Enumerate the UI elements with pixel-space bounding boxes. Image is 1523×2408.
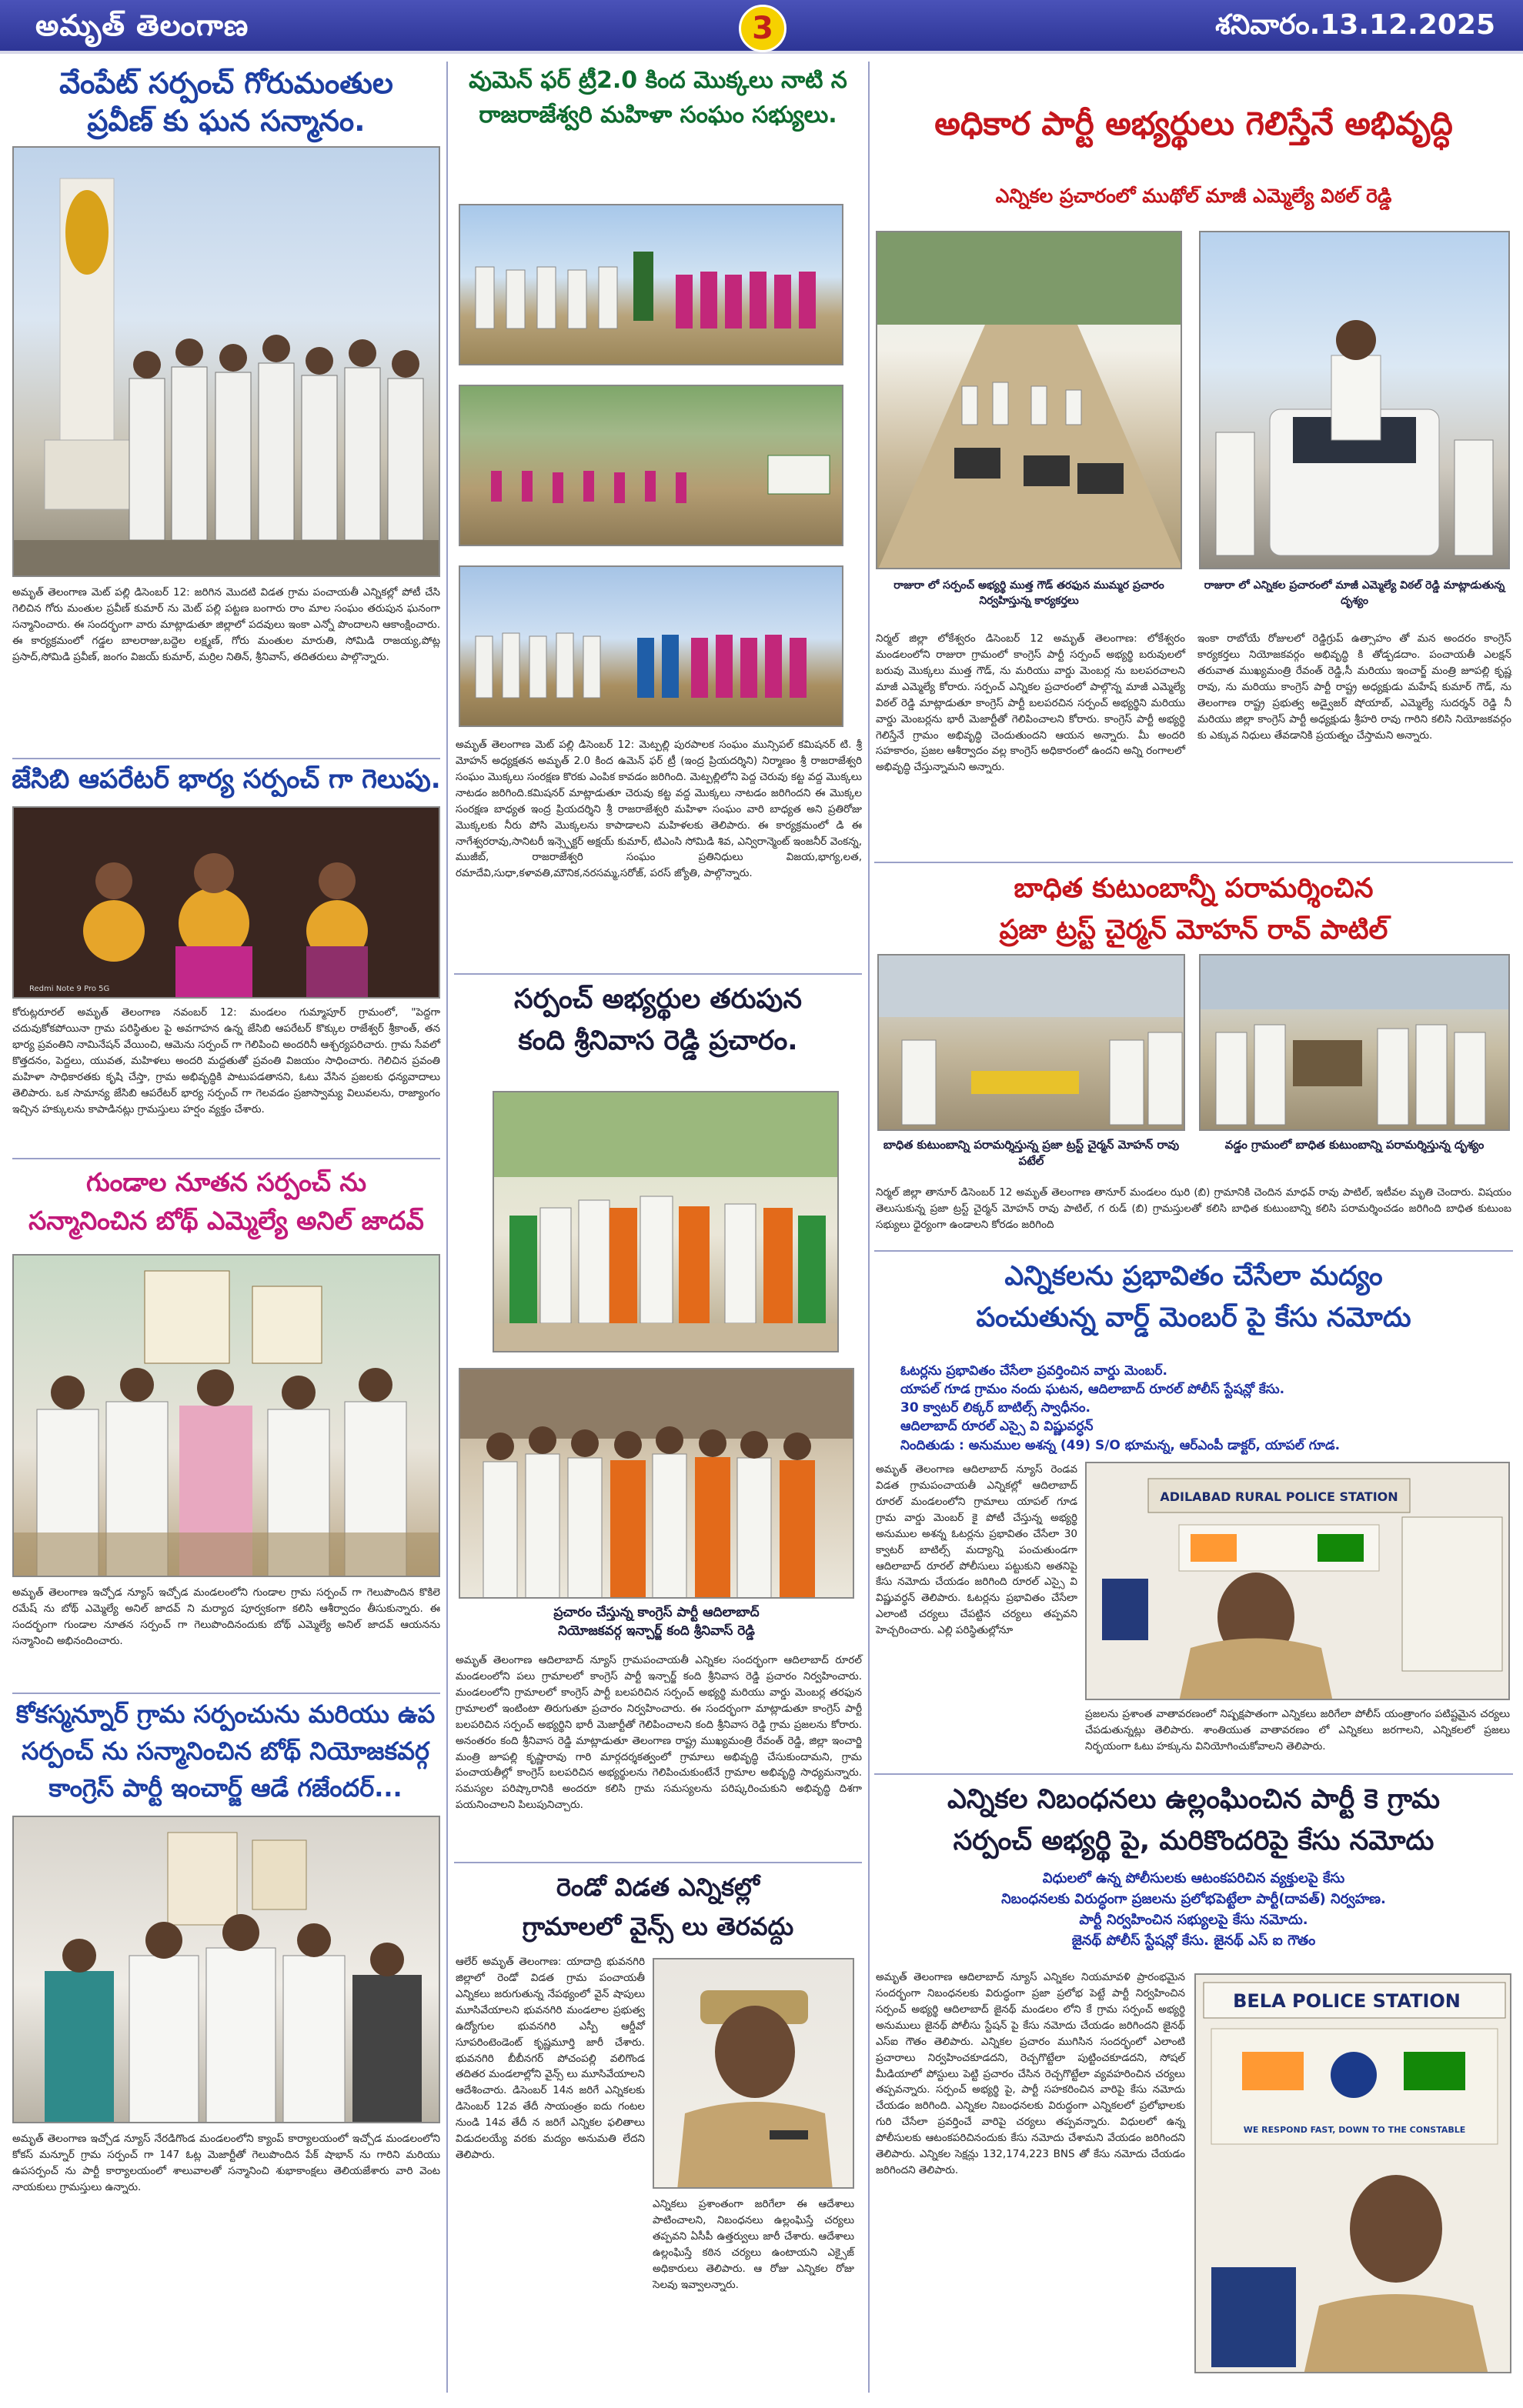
photo-illustration <box>494 1092 839 1352</box>
headline: అధికార పార్టీ అభ్యర్థులు గెలిస్తేనే అభివృద్ధి <box>934 105 1453 142</box>
story-body-right: ఎన్నికలు ప్రశాంతంగా జరిగేలా ఈ ఆదేశాలు పాటించాలని, నిబంధనలు ఉల్లంఘిస్తే చర్యలు తప్పవని ఏసీపీ ఉత్తర్వులు జారీ చేశారు. ఆదేశాలు ఉల్లంఘిస్తే కఠిన చర్యలు ఉంటాయని ఎక్సైజ్ అధికారులు తెలిపారు. ఆ రోజు ఎన్నికల రోజు సెలవు ఇవ్వాలన్నారు. <box>653 2198 854 2291</box>
story-body-right: ఇంకా రాబోయే రోజులలో రెడ్డిగ్రుప్ ఉత్సాహం తో మన అందరం కాంగ్రెస్ కార్యకర్తలు నియోజకవర్గం అభివృద్ధి కి తోడ్పడదాం. పంచాయతీ ఎలక్షన్ తరువాత ముఖ్యమంత్రి రేవంత్ రెడ్డి,సీ మరియు ఇంచార్జ్ మంత్రి జూపల్లి కృష్ణ రావు, ను మరియు కాంగ్రెస్ పార్టీ రాష్ట్ర అధ్యక్షుడు మహేష్ కుమార్ గౌడ్, ను తెలంగాణ రాష్ట్ర ప్రభుత్వ అడ్వైజర్ షోయాబ్, ఎమ్మెల్యే సుదర్శన్ రెడ్డి నీ మరియు జిల్లా కాంగ్రెస్ పార్టీ అధ్యక్షుడు శ్రీహరి రావు గారిని కలిసి నియోజకవర్గం కు ఎక్కువ నిధులు తేవడానికి ప్రయత్నం చేస్తామని అన్నారు. <box>1197 632 1511 742</box>
photo-felicitation <box>12 146 440 577</box>
story-body: నిర్మల్ జిల్లా తానూర్ డిసెంబర్ 12 అమృత్ తెలంగాణ తానూర్ మండలం ఝరి (బి) గ్రామానికి చెందిన మాధవ్ రావు పాటిల్, ఇటీవల మృతి చెందారు. విషయం తెలుసుకున్న ప్రజా ట్రస్ట్ చైర్మన్ మోహన్ రావు పాటిల్, గ రుడ్ (బి) గ్రామస్తులతో కలిసి బాధిత కుటుంబాన్ని కలిసి పరామర్శించడం జరిగింది బాధిత కుటుంబ సభ్యులు ధైర్యంగా ఉండాలని కోరడం జరిగింది <box>876 1186 1511 1231</box>
photo-caption-left: బాధిత కుటుంబాన్ని పరామర్శిస్తున్న ప్రజా ట్రస్ట్ చైర్మన్ మోహన్ రావు పటేల్ <box>883 1138 1180 1168</box>
photo-visit-2 <box>1199 954 1510 1131</box>
headline: రెండో విడత ఎన్నికల్లో గ్రామాలలో వైన్స్ లు తెరవద్దు <box>522 1873 794 1942</box>
rule <box>12 1693 440 1694</box>
rule <box>12 1158 440 1159</box>
headline: గుండాల నూతన సర్పంచ్ ను సన్మానించిన బోథ్ ఎమ్మెల్యే అనిల్ జాదవ్ <box>28 1167 424 1236</box>
photo-illustration <box>654 1959 854 2189</box>
photo-visit-1 <box>877 954 1185 1131</box>
photo-illustration <box>460 1369 854 1599</box>
rule <box>454 1862 862 1863</box>
story-body-top: అమృత్ తెలంగాణ ఆదిలాబాద్ న్యూస్ రెండవ విడత గ్రామపంచాయతీ ఎన్నికల్లో ఆదిలాబాద్ రూరల్ మండలంలోని గ్రామాలు యాపల్ గూడ గ్రామ వార్డు మెంబర్ కై పోటీ చేస్తున్న అభ్యర్థి అనుముల అశన్న ఓటర్లను ప్రభావితం చేసేలా 30 క్వాటర్ బాటిల్స్ మద్యాన్ని పంచుతుండగా ఆదిలాబాద్ రూరల్ పోలీసులు పట్టుకుని అతనిపై కేసు నమోదు చేయడం జరిగింది రూరల్ ఎస్సై వి విష్ణువర్ధన్ తెలిపారు. ఓటర్లను ప్రభావితం చేసేలా ఎలాంటి చర్యలు చేపట్టిన చర్యలు తప్పవని హెచ్చరించారు. ఎల్లి పరిస్థితుల్లోనూ <box>876 1463 1077 1637</box>
photo-police-station <box>1085 1462 1510 1700</box>
station-motto: WE RESPOND FAST, DOWN TO THE CONSTABLE <box>1243 2125 1466 2135</box>
photo-campaign-1 <box>493 1091 839 1352</box>
key-point: జైనథ్ పోలీస్ స్టేషన్లో కేసు. జైనథ్ ఎస్ ఐ గౌతం <box>1071 1933 1316 1949</box>
station-sign: BELA POLICE STATION <box>1233 1990 1461 2012</box>
story-body-left: నిర్మల్ జిల్లా లోకేశ్వరం డిసెంబర్ 12 అమృత్ తెలంగాణ: లోకేశ్వరం మండలంలోని రాజురా గ్రామంలో కాంగ్రెస్ పార్టీ సర్పంచ్ అభ్యర్థి బరువులలో బరువు మొక్కలు ముత్త గౌడ్, ను మరియు వార్డు మెంబర్ల ను బలపరచాలని మాజీ ఎమ్మెల్యే కోరారు. సర్పంచ్ ఎన్నికల ప్రచారంలో పాల్గొన్న మాజీ ఎమ్మెల్యే విఠల్ రెడ్డి మాట్లాడుతూ కాంగ్రెస్ పార్టీ బలపరచిన సర్పంచ్ అభ్యర్థిని మరియు వార్డు మెంబర్లను భారీ మెజార్టీతో గెలిపించాలని కోరారు. కాంగ్రెస్ పార్టీ అభ్యర్థి గెలిస్తేనే గ్రామం అభివృద్ధి చెందుతుందని ఆయన అన్నారు. మీ అందరి సహకారం, ప్రజల ఆశీర్వాదం వల్ల కాంగ్రెస్ అధికారంలో ఉందని అన్ని రంగాలలో అభివృద్ధి చేస్తున్నామని అన్నారు. <box>876 632 1185 774</box>
photo-winner <box>12 806 440 999</box>
paper-name: అమృత్ తెలంగాణ <box>35 8 249 42</box>
key-point: నిందితుడు : అనుముల అశన్న (49) S/O భూమన్న, ఆర్ఎంపీ డాక్టర్, యాపల్ గూడ. <box>900 1437 1341 1453</box>
key-point: పార్టీ నిర్వహించిన సభ్యులపై కేసు నమోదు. <box>1079 1912 1308 1928</box>
photo-illustration <box>460 205 843 365</box>
photo-illustration <box>14 1817 440 2123</box>
key-point: 30 క్వాటర్ లిక్కర్ బాటిల్స్ స్వాధీనం. <box>900 1400 1090 1416</box>
headline: కోకస్మన్నూర్ గ్రామ సర్పంచును మరియు ఉప సర్పంచ్ ను సన్మానించిన బోథ్ నియోజకవర్గ కాంగ్రెస్ పార్టీ ఇంచార్జ్ ఆడే గజేందర్... <box>15 1699 436 1803</box>
key-point: ఓటర్లను ప్రభావితం చేసేలా ప్రవర్తించిన వార్డు మెంబర్. <box>900 1363 1167 1379</box>
photo-caption-right: వడ్డం గ్రామంలో బాధిత కుటుంబాన్ని పరామర్శిస్తున్న దృశ్యం <box>1224 1138 1485 1152</box>
masthead-bar <box>0 0 1523 54</box>
column-divider <box>446 62 448 2393</box>
rule <box>12 758 440 759</box>
photo-bela-station <box>1194 1973 1511 2373</box>
key-points <box>874 1868 1513 1951</box>
key-point: యాపల్ గూడ గ్రామం నందు ఘటన, ఆదిలాబాద్ రూరల్ పోలీస్ స్టేషన్లో కేసు. <box>900 1382 1285 1398</box>
photo-illustration <box>1201 956 1510 1131</box>
story-body: అమృత్ తెలంగాణ మెట్ పల్లి డిసెంబర్ 12: మెట్పల్లి పురపాలక సంఘం మున్సిపల్ కమిషనర్ టి. శ్రీ మోహన్ అధ్యక్షతన అమృత్ 2.0 కింద ఉమెన్ ఫర్ ట్రీ (ఇంద్ర ప్రియదర్శిని) నిర్మాణం శ్రీ రాజరాజేశ్వరి సంఘం మొక్కలు సంరక్షణ కొరకు ఎంపిక కావడం జరిగింది. మెట్పల్లిలోని పెద్ద చెరువు కట్ట వద్ద మొక్కలు నాటడం జరిగింది.కమిషనర్ మాట్లాడుతూ చెరువు కట్ట వద్ద మొక్కలు నాటడం జరిగిందని ఈ మొక్కల సంరక్షణ బాధ్యత ఇంద్ర ప్రియదర్శిని శ్రీ రాజరాజేశ్వరి మహిళా సంఘం వారి బాధ్యత అని ప్రతిరోజు మొక్కలకు నీరు పోసి మొక్కలను కాపాడాలని మహిళలకు తెలిపారు. ఈ కార్యక్రమంలో డి ఈ నాగేశ్వరరావు,సానిటరీ ఇన్స్పెక్టర్ అక్షయ్ కుమార్, టిఎంసి సోమిడి శివ, ఎన్విరాన్మెంట్ ఇంజనీర్ వెంకన్న, ముజీబ్, రాజరాజేశ్వరి సంఘం ప్రతినిధులు విజయ,భాగ్య,లత, రమాదేవి,సుధా,కళావతి,మౌనిక,నరసమ్మ,సరోజ్, పరస్ జ్యోతి, పాల్గొన్నారు. <box>456 739 862 880</box>
story-body: అమృత్ తెలంగాణ ఇచ్చోడ న్యూస్ ఇచ్చోడ మండలంలోని గుండాల గ్రామ సర్పంచ్ గా గెలుపొందిన కొకిలె రమేష్ ను బోథ్ ఎమ్మెల్యే అనిల్ జాదవ్ ని మర్యాద పూర్వకంగా కలిసి ఆశీర్వాదం తీసుకున్నారు. ఈ సందర్భంగా గుండాల నూతన సర్పంచ్ గా గెలుపొందినందుకు బోథ్ ఎమ్మెల్యే అనిల్ జాదవ్ ఆయనను సన్మానించి అభినందించారు. <box>12 1586 440 1647</box>
story-body: అమృత్ తెలంగాణ ఆదిలాబాద్ న్యూస్ గ్రామపంచాయతీ ఎన్నికల సందర్భంగా ఆదిలాబాద్ రూరల్ మండలంలోని పలు గ్రామాలలో కాంగ్రెస్ పార్టీ ఇన్చార్జ్ కంది శ్రీనివాస రెడ్డి ప్రచారం నిర్వహించారు. మండలంలోని గ్రామాలలో కాంగ్రెస్ పార్టీ బలపరిచిన సర్పంచ్ అభ్యర్థి మరియు వార్డు మెంబర్ల తరఫున గ్రామాలలో ఇంటింటా తిరుగుతూ ప్రచారం నిర్వహించారు. ఈ సందర్భంగా మాట్లాడుతూ కాంగ్రెస్ పార్టీ బలపరిచిన సర్పంచ్ అభ్యర్థిని భారీ మెజార్టీతో గెలిపించాలని కంది శ్రీనివాస రెడ్డి గ్రామ ప్రజలను కోరారు. అనంతరం కంది శ్రీనివాస రెడ్డి మాట్లాడుతూ తెలంగాణ రాష్ట్ర ముఖ్యమంత్రి రేవంత్ రెడ్డి, జిల్లా ఇంచార్జి మంత్రి జూపల్లి కృష్ణారావు గారి మార్గదర్శకత్వంలో గ్రామాలు అభివృద్ధి చేసుకుందామని, గ్రామ పంచాయతీల్లో కాంగ్రెస్ బలపరిచిన అభ్యర్థులను గెలిపించుకుంటేనే గ్రామాల అభివృద్ధి సాధ్యమన్నారు. సమస్యల పరిష్కారానికి అందరూ కలిసి గ్రామ సమస్యలను పరిష్కరించుకుని అభివృద్ధి దిశగా పయనించాలని పిలుపునిచ్చారు. <box>456 1654 862 1812</box>
subheadline: ఎన్నికల ప్రచారంలో ముథోల్ మాజీ ఎమ్మెల్యే విఠల్ రెడ్డి <box>995 185 1392 207</box>
headline: ఎన్నికల నిబంధనలు ఉల్లంఘించిన పార్టీ కె గ్రామ సర్పంచ్ అభ్యర్థి పై, మరికొందరిపై కేసు నమోదు <box>947 1784 1441 1857</box>
photo-plantation-1 <box>459 204 843 365</box>
photo-caption-left: రాజురా లో సర్పంచ్ అభ్యర్థి ముత్త గౌడ్ తరఫున ముమ్మర ప్రచారం నిర్వహిస్తున్న కార్యకర్తలు <box>893 579 1164 607</box>
photo-plantation-2 <box>459 385 843 546</box>
issue-date: శనివారం.13.12.2025 <box>1215 9 1495 41</box>
key-point: విధులలో ఉన్న పోలీసులకు ఆటంకపరిచిన వ్యక్తులపై కేసు <box>1042 1870 1345 1886</box>
rule <box>454 973 862 975</box>
photo-caption-right: రాజురా లో ఎన్నికల ప్రచారంలో మాజీ ఎమ్మెల్యే విఠల్ రెడ్డి మాట్లాడుతున్న దృశ్యం <box>1204 579 1505 607</box>
photo-illustration <box>460 567 843 727</box>
photo-felicitation <box>12 1816 440 2123</box>
headline: వుమెన్ ఫర్ ట్రీ2.0 కింద మొక్కలు నాటి న రాజరాజేశ్వరి మహిళా సంఘం సభ్యులు. <box>469 67 847 128</box>
photo-caption: ప్రచారం చేస్తున్న కాంగ్రెస్ పార్టీ ఆదిలాబాద్ నియోజకవర్గ ఇన్చార్జ్ కంది శ్రీనివాస్ రెడ్డి <box>553 1605 760 1639</box>
photo-felicitation <box>12 1254 440 1577</box>
photo-illustration <box>1087 1463 1510 1700</box>
rule <box>874 862 1513 863</box>
headline: ఎన్నికలను ప్రభావితం చేసేలా మద్యం పంచుతున్న వార్డ్ మెంబర్ పై కేసు నమోదు <box>976 1261 1411 1334</box>
photo-campaign-2 <box>459 1368 854 1599</box>
story-body-left: ఆలేర్ అమృత్ తెలంగాణ: యాదాద్రి భువనగిరి జిల్లాలో రెండో విడత గ్రామ పంచాయతీ ఎన్నికలు జరుగుతున్న నేపథ్యంలో వైన్ షాపులు మూసివేయాలని భువనగిరి మండలాల ప్రభుత్వ ఉద్యోగుల భువనగిరి ఎస్పీ ఆర్డీవో సూపరింటెండెంట్ కృష్ణమూర్తి జారీ చేశారు. భువనగిరి బీబీనగర్ పోచంపల్లి వలిగొండ తదితర మండలాల్లోని వైన్స్ లు మూసివేయాలని ఆదేశించారు. డిసెంబర్ 14న జరిగే ఎన్నికలకు డిసెంబర్ 12వ తేదీ సాయంత్రం ఐదు గంటల నుండి 14వ తేదీ న జరిగే ఎన్నికల ఫలితాలు విడుదలయ్యే వరకు మద్యం అనుమతి లేదని తెలిపారు. <box>456 1956 645 2162</box>
rule <box>874 1773 1513 1775</box>
photo-watermark: Redmi Note 9 Pro 5G <box>29 985 110 993</box>
story-body: అమృత్ తెలంగాణ మెట్ పల్లి డిసెంబర్ 12: జరిగిన మొదటి విడత గ్రామ పంచాయతీ ఎన్నికల్లో పోటీ చేసి గెలిచిన గోరు మంతుల ప్రవీణ్ కుమార్ ను మెట్ పల్లి పట్టణ బంగారు రాం మాల సంఘం తరుపున ఘనంగా సన్మానించారు. ఈ సందర్భంగా వారు మాట్లాడుతూ జిల్లాలో పదవులు ఇంకా ఎన్నో పొందాలని ఆకాంక్షించారు. ఈ కార్యక్రమంలో గడ్డల బాలరాజు,బద్దెల లక్ష్మణ్, గోరు మంతుల మారుతి, సోమిడి రాజయ్య,పోట్ల ప్రసాద్,సోమిడి ప్రవీణ్, జంగం విజయ్ కుమార్, మర్రిల నితిన్, శ్రీనివాస్, తదితరులు పాల్గొన్నారు. <box>12 586 440 663</box>
headline: వేంపేట్ సర్పంచ్ గోరుమంతుల ప్రవీణ్ కు ఘన సన్మానం. <box>59 66 393 138</box>
story-body-bottom: ప్రజలను ప్రశాంత వాతావరణంలో నిష్పక్షపాతంగా ఎన్నికలు జరిగేలా పోలీస్ యంత్రాంగం పటిష్టమైన చర్యలు చేపడుతున్నట్లు తెలిపారు. శాంతియుత వాతావరణం లో ఎన్నికలు జరగాలని, ఎన్నికలలో ప్రజలు నిర్భయంగా ఓటు హక్కును వినియోగించుకోవాలని తెలిపారు. <box>1085 1708 1510 1753</box>
story-body: కోరుట్లరూరల్ అమృత్ తెలంగాణ నవంబర్ 12: మండలం గుమ్మాపూర్ గ్రామంలో, "పెద్దగా చదువుకోకపోయినా గ్రామ పరిస్థితుల పై అవగాహన ఉన్న జేసిబి ఆపరేటర్ కొక్కుల రాజేశ్వర్ శ్రీకాంత్, తన భార్య ప్రవంతిని నామినేషన్ వేయించి, ఆమెను సర్పంచ్ గా గెలిపించి అందరినీ ఆశ్చర్యపరిచారు. గ్రామ సేవలో కొత్తదనం, పెద్దలు, యువత, మహిళలు అందరి మద్దతుతో ప్రవంతి విజయం సాధించారు. గెలిచిన ప్రవంతి మహిళా సాధికారతకు కృషి చేస్తా, గ్రామ అభివృద్ధికి పాటుపడతానని, ఓటు వేసిన ప్రజలకు ధన్యవాదాలు తెలిపారు. ఒక సామాన్య జేసిబి ఆపరేటర్ భార్య సర్పంచ్ గా గెలవడం ప్రజాస్వామ్య విలువలను, రాజ్యాంగం ఇచ్చిన హక్కులను కాపాడినట్లు గ్రామస్తులు హర్షం వ్యక్తం చేశారు. <box>12 1006 440 1116</box>
headline: సర్పంచ్ అభ్యర్థుల తరుపున కంది శ్రీనివాస రెడ్డి ప్రచారం. <box>514 984 802 1057</box>
photo-rally <box>876 231 1182 569</box>
key-point: నిబంధనలకు విరుద్ధంగా ప్రజలను ప్రలోభపెట్టేలా పార్టీ(దావత్) నిర్వహణ. <box>1001 1891 1386 1907</box>
photo-officer <box>653 1958 854 2189</box>
story-body: అమృత్ తెలంగాణ ఆదిలాబాద్ న్యూస్ ఎన్నికల నియమావళి ప్రారంభమైన సందర్భంగా నిబంధనలకు విరుద్ధంగా ప్రజా ప్రలోభ పెట్టే పార్టీ నిర్వహించిన సర్పంచ్ అభ్యర్థి ఆదిలాబాద్ జైనథ్ మండలం లోని కే గ్రామ సర్పంచ్ అభ్యర్థి అనుములు జైనథ్ పోలీసు స్టేషన్ పై కేసు నమోదు చేయడం జరిగిందని జైనథ్ ఎస్ఐ గౌతం తెలిపారు. ఎన్నికల ప్రచారం ముగిసిన సందర్భంలో ఎలాంటి ప్రచారాలు నిర్వహించకూడదని, రెచ్చగొట్టేలా పుట్టించకూడదని, సోషల్ మీడియాలో పోస్టులు పెట్టి ప్రచారం చేసిన రెచ్చగొట్టేలా వ్యవహరించిన చర్యలు తప్పవన్నారు. సర్పంచ్ అభ్యర్థి పై, పార్టీ సహకరించిన వారిపై కేసు నమోదు చేయడం జరిగింది. ఎన్నికల నిబంధనలకు విరుద్ధంగా ఎన్నికలలో ప్రలోభాలకు గురి చేసేలా ప్రవర్తించే వారిపై చర్యలు తప్పవన్నారు. విధులలో ఉన్న పోలీసులకు ఆటంకపరిచినందుకు కేసు నమోదు చేశామని వేయడం జరిగిందని తెలిపారు. ఎన్నికల సెక్షన్లు 132,174,223 BNS తో కేసు నమోదు చేయడం జరిగిందని తెలిపారు. <box>876 1971 1185 2177</box>
photo-illustration <box>14 1256 440 1577</box>
page-number-badge: 3 <box>739 5 787 52</box>
key-points <box>900 1362 1516 1455</box>
photo-illustration <box>1196 1975 1511 2373</box>
photo-illustration <box>14 808 440 999</box>
key-point: ఆదిలాబాద్ రూరల్ ఎస్సై వి విష్ణువర్ధన్ <box>900 1419 1094 1435</box>
photo-illustration <box>879 956 1185 1131</box>
photo-illustration <box>877 232 1182 569</box>
column-divider <box>868 62 870 2393</box>
story-body: అమృత్ తెలంగాణ ఇచ్చోడ న్యూస్ నేరడిగొండ మండలంలోని క్యాంప్ కార్యాలయంలో ఇచ్చోడ మండలంలోని కోకస్ మన్నూర్ గ్రామ సర్పంచ్ గా 147 ఓట్ల మెజార్టీతో గెలుపొందిన పేక్ షాభాన్ ను గారిని మరియు ఉపసర్పంచ్ ను పార్టీ కార్యాలయంలో శాలువాలతో సన్మానించి శుభాకాంక్షలు తెలియజేశారు వారి వెంట నాయకులు గ్రామస్తులు ఉన్నారు. <box>12 2133 440 2193</box>
headline: బాధిత కుటుంబాన్నీ పరామర్శించిన ప్రజా ట్రస్ట్ చైర్మన్ మోహన్ రావ్ పాటిల్ <box>999 873 1388 946</box>
rule <box>874 1250 1513 1252</box>
photo-plantation-3 <box>459 565 843 727</box>
photo-speech <box>1199 231 1510 569</box>
headline: జేసిబి ఆపరేటర్ భార్య సర్పంచ్ గా గెలుపు. <box>12 764 441 795</box>
photo-illustration <box>14 148 440 577</box>
photo-illustration <box>460 386 843 546</box>
photo-illustration <box>1201 232 1510 569</box>
station-sign: ADILABAD RURAL POLICE STATION <box>1160 1489 1398 1504</box>
